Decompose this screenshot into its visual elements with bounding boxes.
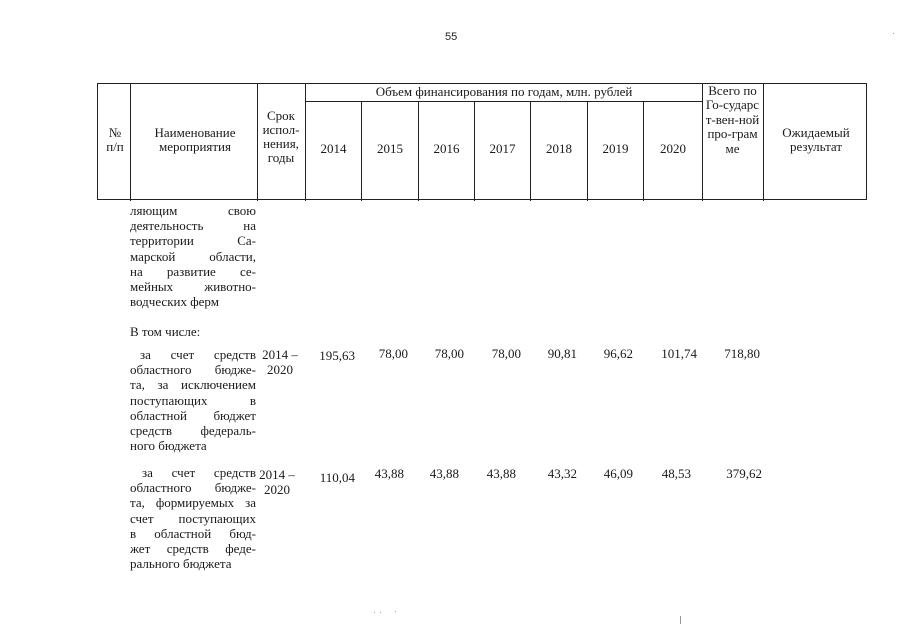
row-name — [130, 465, 256, 571]
value-2020: 101,74 — [661, 346, 697, 361]
row-term — [255, 467, 299, 497]
value-total: 718,80 — [724, 346, 760, 361]
value-2019: 96,62 — [603, 346, 633, 361]
text-line: ного бюджета — [130, 438, 207, 454]
header-col-term: Срок испол-нения, годы — [262, 108, 300, 165]
value-2017: 78,00 — [491, 346, 521, 361]
text-line: в областной бюд- — [130, 525, 256, 541]
text-line: поступающих в — [130, 392, 256, 408]
value-2014: 195,63 — [319, 348, 355, 363]
header-year-2014: 2014 — [320, 141, 347, 156]
text-line: марской области, — [130, 248, 256, 264]
text-line: областного бюдже- — [130, 480, 256, 496]
text-line: средств федераль- — [130, 423, 256, 439]
term-line: 2014 – — [262, 347, 298, 362]
header-col-total: Всего по Го-сударст-вен-ной про-грамме — [705, 83, 760, 156]
header-year-2017: 2017 — [489, 141, 516, 156]
text-line: мейных животно- — [130, 279, 256, 295]
text-line: областного бюдже- — [130, 362, 256, 378]
continuation-text — [130, 203, 256, 309]
value-2015: 43,88 — [374, 466, 404, 481]
header-col-name: Наименование мероприятия — [154, 125, 236, 154]
text-line: за счет средств — [142, 465, 256, 480]
text-line: счет поступающих — [130, 510, 256, 526]
value-2016: 78,00 — [434, 346, 464, 361]
header-year-2019: 2019 — [602, 141, 629, 156]
text-line: та, за исключением — [130, 377, 256, 393]
value-2017: 43,88 — [486, 466, 516, 481]
text-line: за счет средств — [140, 347, 256, 362]
text-line: областной бюджет — [130, 407, 256, 423]
header-year-2018: 2018 — [546, 141, 572, 156]
header-col-result: Ожидаемый результат — [782, 125, 850, 154]
value-2014: 110,04 — [319, 470, 355, 485]
value-total: 379,62 — [726, 466, 762, 481]
text-line: деятельность на — [130, 218, 256, 234]
value-2018: 43,32 — [547, 466, 577, 481]
value-2020: 48,53 — [661, 466, 691, 481]
term-line: 2020 — [267, 362, 293, 377]
including-label: В том числе: — [130, 324, 201, 339]
header-col-funding: Объем финансирования по годам, млн. рублей — [375, 84, 633, 99]
value-2019: 46,09 — [603, 466, 633, 481]
value-2015: 78,00 — [378, 346, 408, 361]
text-line: жет средств феде- — [130, 541, 256, 557]
text-line: территории Са- — [130, 233, 256, 249]
value-2018: 90,81 — [547, 346, 577, 361]
value-2016: 43,88 — [429, 466, 459, 481]
page-number: 55 — [445, 31, 458, 43]
text-line: на развитие се- — [130, 263, 256, 279]
text-line: ляющим свою — [130, 203, 256, 218]
header-year-2015: 2015 — [377, 141, 403, 156]
header-col-num: № п/п — [106, 125, 124, 154]
row-term — [258, 347, 302, 377]
term-line: 2020 — [264, 482, 290, 497]
table-header — [97, 83, 867, 200]
text-line: водческих ферм — [130, 294, 219, 310]
text-line: та, формируемых за — [130, 495, 256, 511]
header-year-2016: 2016 — [433, 141, 460, 156]
row-name — [130, 347, 256, 453]
header-year-2020: 2020 — [660, 141, 686, 156]
text-line: рального бюджета — [130, 556, 232, 572]
term-line: 2014 – — [259, 467, 295, 482]
